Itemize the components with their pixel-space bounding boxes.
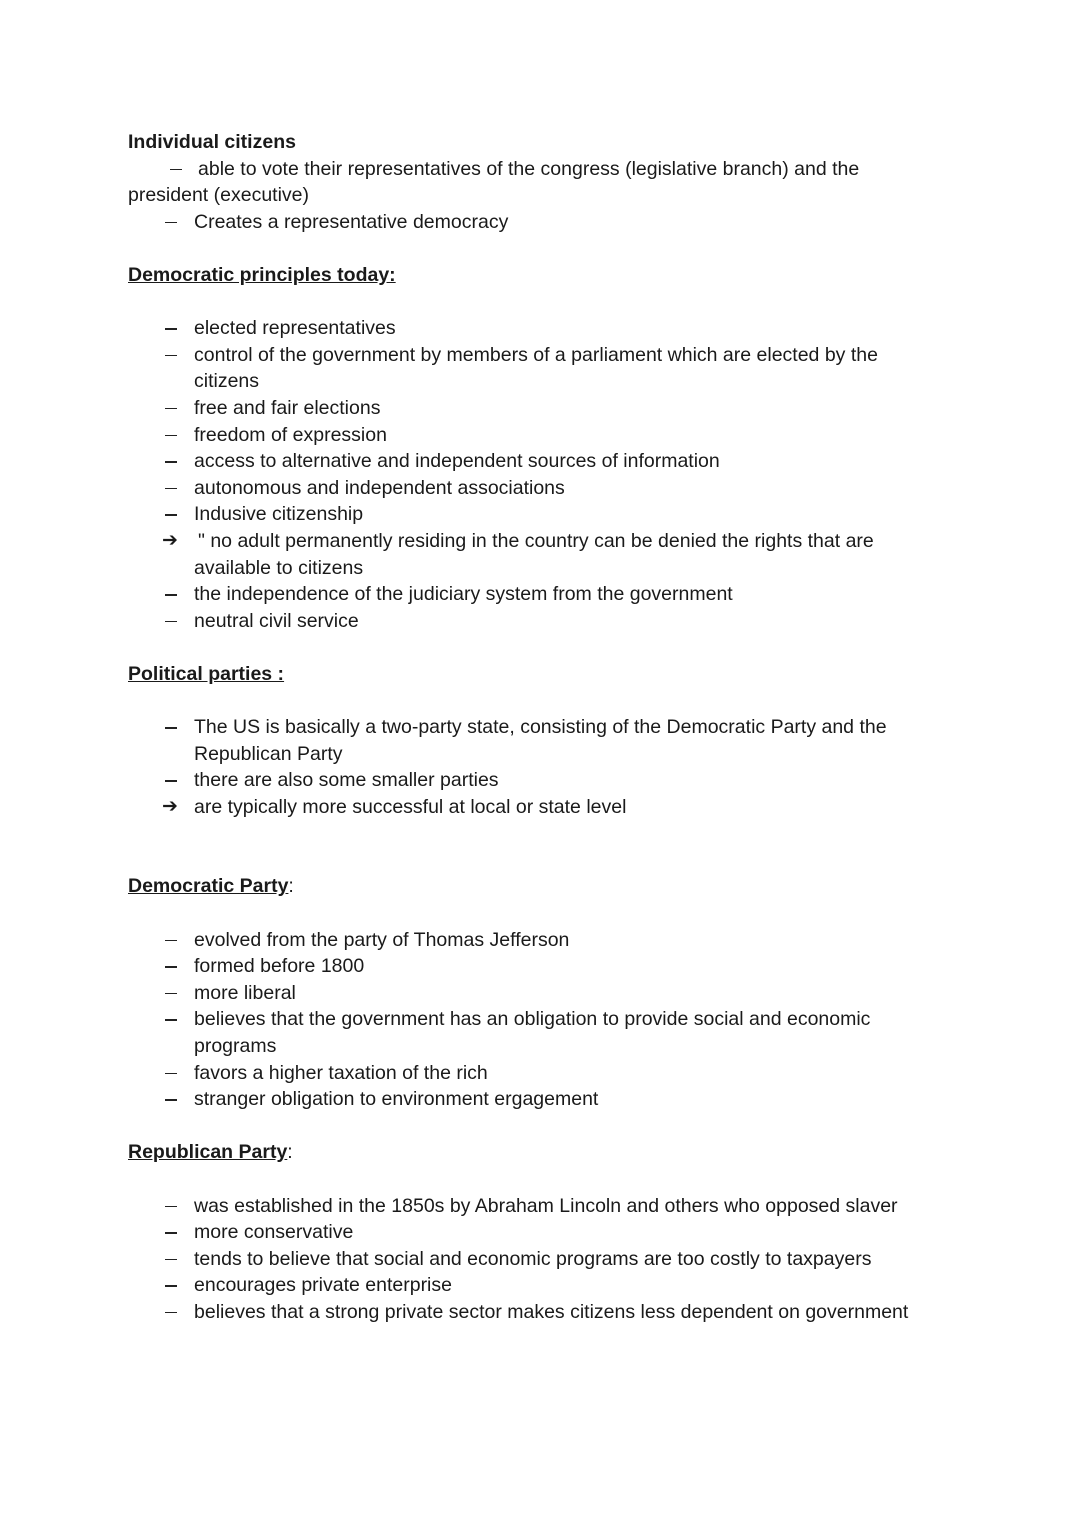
- party-item-text: are typically more successful at local or state level: [194, 795, 627, 818]
- heading-individual-citizens: Individual citizens: [128, 131, 296, 153]
- democratic-item: [128, 1006, 928, 1059]
- heading-democratic-principles-text: Democratic principles today:: [128, 263, 396, 286]
- arrow-right-icon: ➔: [162, 529, 178, 551]
- republican-item-text: was established in the 1850s by Abraham Lincoln and others who opposed slaver: [194, 1194, 898, 1217]
- heading-republican-party: [128, 1139, 928, 1166]
- parties-list: [128, 714, 928, 820]
- heading-republican-party-colon: :: [287, 1141, 293, 1164]
- principle-item-text: Indusive citizenship: [194, 503, 364, 526]
- heading-democratic-principles: [128, 262, 928, 289]
- democratic-item: [128, 1086, 928, 1113]
- section-democratic-party: [128, 873, 928, 1112]
- republican-item-text: tends to believe that social and economic programs are too costly to taxpayers: [194, 1247, 872, 1270]
- heading-political-parties-text: Political parties :: [128, 662, 285, 685]
- individual-item-2: [128, 209, 928, 236]
- heading-democratic-party-text: Democratic Party: [128, 875, 289, 898]
- party-item: [128, 767, 928, 794]
- principle-item: [128, 528, 928, 581]
- section-political-parties: [128, 661, 928, 821]
- principle-item-text: neutral civil service: [194, 609, 359, 632]
- individual-item-1-text: able to vote their representatives of the congress (legislative branch) and the: [198, 157, 860, 180]
- document-page: [128, 129, 928, 1326]
- principle-item: [128, 475, 928, 502]
- democratic-item-text: stranger obligation to environment ergagement: [194, 1088, 599, 1111]
- principle-item-text: autonomous and independent associations: [194, 476, 565, 499]
- principle-item: [128, 608, 928, 635]
- arrow-right-icon: ➔: [162, 795, 178, 817]
- principle-item: [128, 395, 928, 422]
- party-item: [128, 714, 928, 767]
- section-republican-party: [128, 1139, 928, 1325]
- heading-political-parties: [128, 661, 928, 688]
- section-democratic-principles: [128, 262, 928, 634]
- democratic-item-text: formed before 1800: [194, 955, 365, 978]
- democratic-item-text: evolved from the party of Thomas Jefferson: [194, 928, 570, 951]
- individual-item-2-text: Creates a representative democracy: [194, 210, 509, 233]
- principle-item: [128, 315, 928, 342]
- republican-item: [128, 1219, 928, 1246]
- party-item: [128, 794, 928, 821]
- principle-item-text: free and fair elections: [194, 396, 381, 419]
- principle-item-text: " no adult permanently residing in the country can be denied the rights that are available to citizens: [194, 529, 874, 579]
- democratic-item: [128, 980, 928, 1007]
- democratic-item: [128, 927, 928, 954]
- democratic-item-text: favors a higher taxation of the rich: [194, 1061, 488, 1084]
- principle-item: [128, 422, 928, 449]
- principle-item-text: freedom of expression: [194, 423, 387, 446]
- heading-democratic-party-colon: :: [288, 875, 294, 898]
- principle-item: [128, 581, 928, 608]
- democratic-item: [128, 1060, 928, 1087]
- republican-item: [128, 1193, 928, 1220]
- dash-bullet: [170, 169, 182, 171]
- principle-item: [128, 448, 928, 475]
- section-individual-citizens: [128, 129, 928, 235]
- republican-item-text: encourages private enterprise: [194, 1274, 452, 1297]
- republican-item: [128, 1299, 928, 1326]
- principle-item-text: access to alternative and independent sources of information: [194, 450, 720, 473]
- heading-democratic-party: [128, 873, 928, 900]
- principle-item-text: elected representatives: [194, 317, 396, 340]
- heading-republican-party-text: Republican Party: [128, 1141, 288, 1164]
- principle-item: [128, 342, 928, 395]
- individual-item-1-continuation: president (executive): [128, 184, 310, 207]
- party-item-text: The US is basically a two-party state, consisting of the Democratic Party and the Republican Party: [194, 716, 887, 765]
- republican-item-text: more conservative: [194, 1221, 354, 1244]
- republican-item: [128, 1246, 928, 1273]
- democratic-item-text: believes that the government has an obligation to provide social and economic programs: [194, 1008, 871, 1057]
- principle-item: [128, 501, 928, 528]
- party-item-text: there are also some smaller parties: [194, 769, 499, 792]
- democratic-item-text: more liberal: [194, 981, 296, 1004]
- republican-item: [128, 1272, 928, 1299]
- republican-list: [128, 1193, 928, 1326]
- democratic-list: [128, 927, 928, 1113]
- republican-item-text: believes that a strong private sector makes citizens less dependent on government: [194, 1300, 909, 1323]
- individual-list: [128, 209, 928, 236]
- principle-item-text: the independence of the judiciary system from the government: [194, 583, 733, 606]
- principles-list: [128, 315, 928, 634]
- principle-item-text: control of the government by members of a parliament which are elected by the citizens: [194, 343, 878, 393]
- individual-item-1: [128, 156, 928, 183]
- democratic-item: [128, 953, 928, 980]
